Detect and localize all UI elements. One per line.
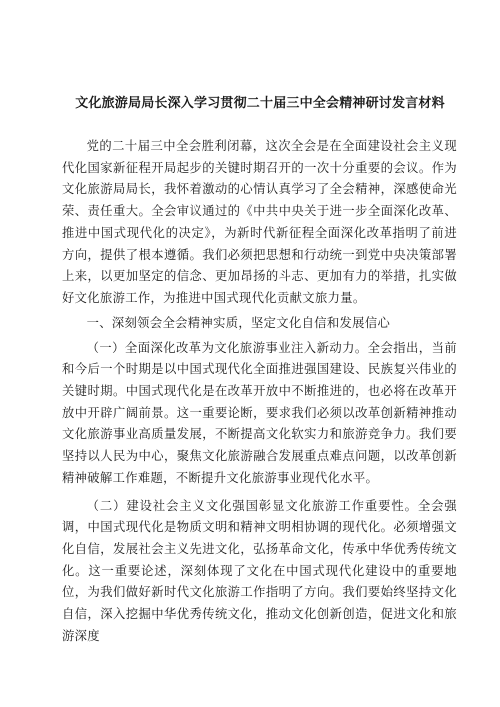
intro-paragraph: 党的二十届三中全会胜利闭幕，这次全会是在全面建设社会主义现代化国家新征程开局起步的关键时期召开的一次十分重要的会议。作为文化旅游局局长，我怀着激动的心情认真学习了全会精神，深感使命光荣、责任重大。全会审议通过的《中共中央关于进一步全面深化改革、推进中国式现代化的决定》，为新时代新征程全面深化改革指明了前进方向，提供了根本遵循。我们必须把思想和行动统一到党中央决策部署上来，以更加坚定的信念、更加昂扬的斗志、更加有力的举措，扎实做好文化旅游工作，为推进中国式现代化贡献文旅力量。: [62, 139, 457, 305]
document-title: 文化旅游局局长深入学习贯彻二十届三中全会精神研讨发言材料: [75, 96, 445, 111]
document-body: [62, 136, 457, 647]
section-heading: 一、深刻领会全会精神实质，坚定文化自信和发展信心: [86, 315, 391, 330]
subsection-paragraph: （二）建设社会主义文化强国彰显文化旅游工作重要性。全会强调，中国式现代化是物质文明和精神文明相协调的现代化。必须增强文化自信，发展社会主义先进文化，弘扬革命文化，传承中华优秀传统文化。这一重要论述，深刻体现了文化在中国式现代化建设中的重要地位，为我们做好新时代文化旅游工作指明了方向。我们要始终坚持文化自信，深入挖掘中华优秀传统文化，推动文化创新创造，促进文化和旅游深度: [62, 498, 457, 643]
subsection-paragraph: （一）全面深化改革为文化旅游事业注入新动力。全会指出，当前和今后一个时期是以中国式现代化全面推进强国建设、民族复兴伟业的关键时期。中国式现代化是在改革开放中不断推进的，也必将在改革开放中开辟广阔前景。这一重要论断，要求我们必须以改革创新精神推动文化旅游事业高质量发展，不断提高文化软实力和旅游竞争力。我们要坚持以人民为中心，聚焦文化旅游融合发展重点难点问题，以改革创新精神破解工作难题，不断提升文化旅游事业现代化水平。: [62, 340, 457, 485]
